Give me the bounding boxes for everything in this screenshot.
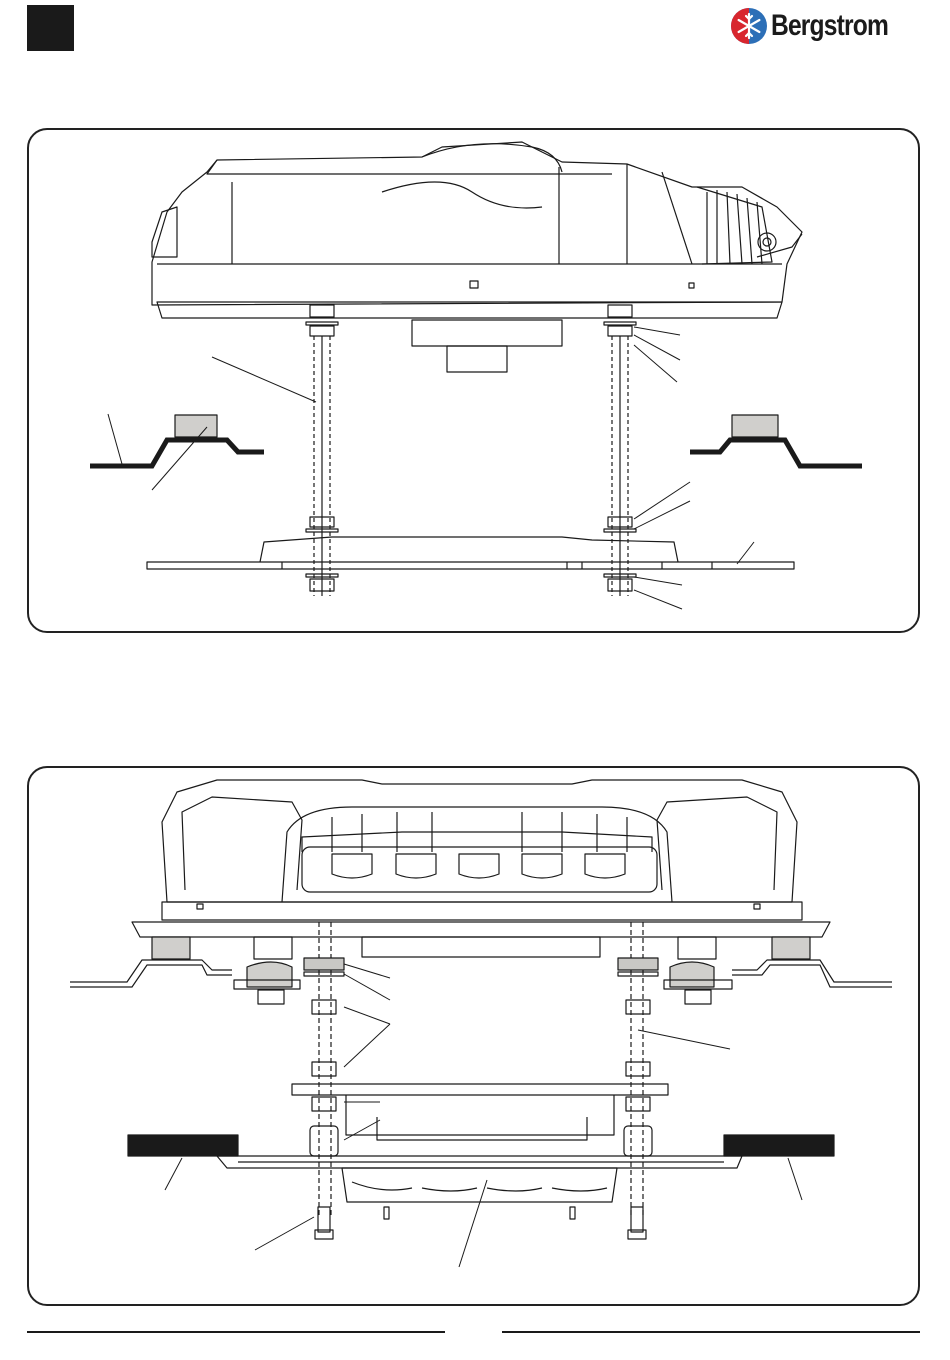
support-plate [292, 1084, 668, 1140]
threaded-stud-left [304, 922, 344, 1215]
roof-profile-left [90, 415, 264, 466]
isolator-left [234, 937, 300, 1004]
mounting-screw-right [628, 1207, 646, 1239]
roof-flange-left [70, 960, 232, 987]
mounting-bolt-right [604, 305, 636, 596]
front-view-diagram [29, 768, 918, 1304]
brand-name: Bergstrom [771, 9, 889, 42]
callout-leader-lines [108, 327, 754, 609]
callout-leader-lines [165, 964, 802, 1267]
ac-unit-front-body [132, 780, 830, 959]
roof-profile-right [690, 415, 862, 466]
bergstrom-logo-icon [729, 6, 769, 46]
interior-grille [342, 1168, 617, 1202]
mounting-screw-left [315, 1207, 333, 1239]
mounting-bolt-left [306, 305, 338, 596]
side-view-diagram-panel [27, 128, 920, 633]
side-view-diagram [29, 130, 918, 631]
page-corner-tab [27, 5, 74, 51]
footer-rule-right [502, 1331, 920, 1333]
isolator-right [664, 937, 732, 1004]
front-view-diagram-panel [27, 766, 920, 1306]
footer-rule-left [27, 1331, 445, 1333]
interior-mounting-plate [147, 537, 794, 569]
bergstrom-logo [729, 6, 929, 46]
threaded-stud-right [618, 922, 658, 1215]
ac-unit-side-body [152, 142, 802, 372]
roof-flange-right [732, 960, 892, 987]
